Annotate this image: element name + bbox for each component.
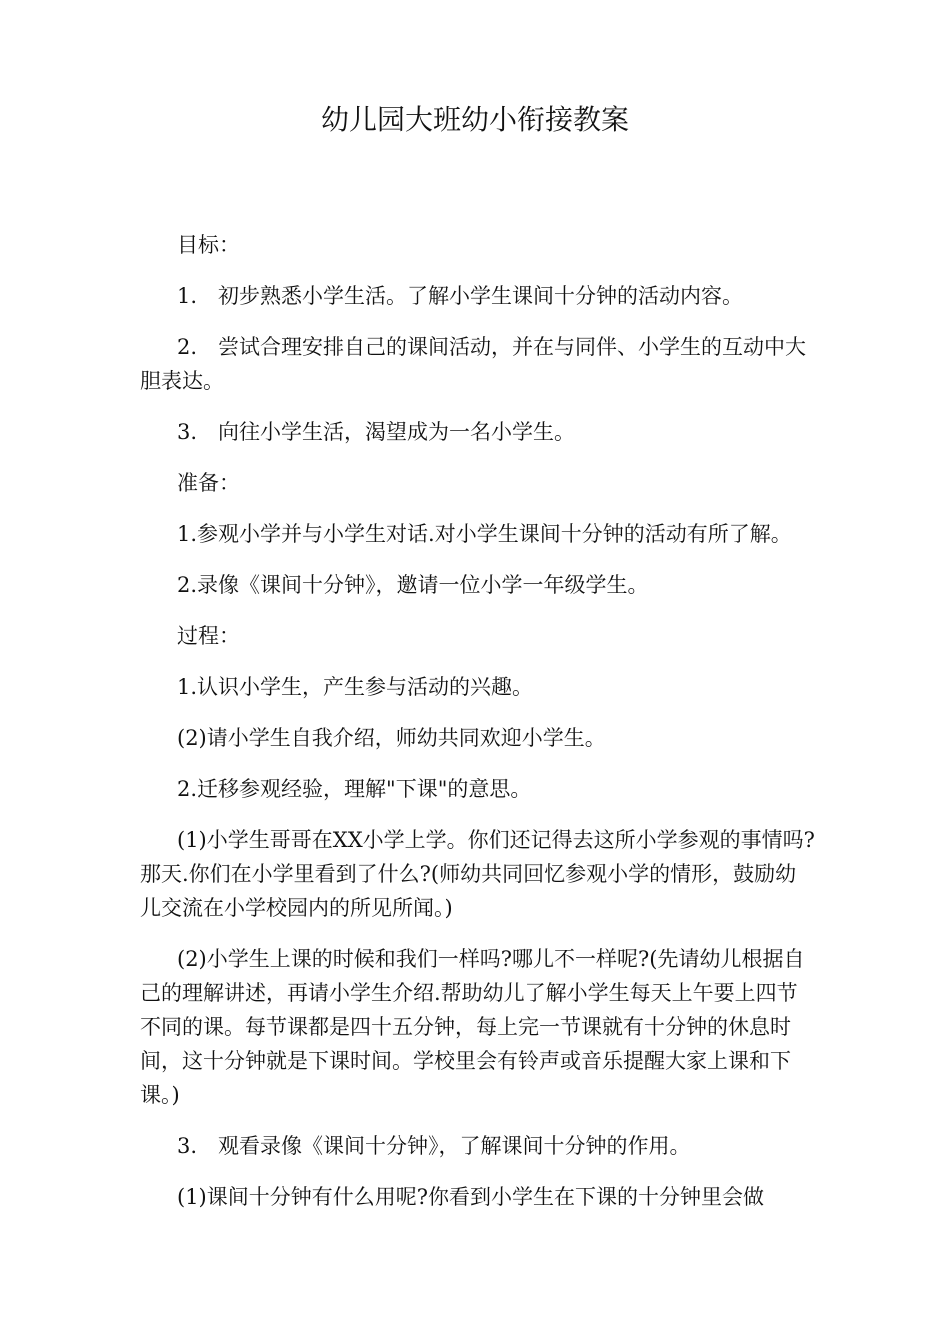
process-item: (2)请小学生自我介绍，师幼共同欢迎小学生。 [177, 726, 606, 750]
document-title: 幼儿园大班幼小衔接教案 [320, 103, 629, 136]
process-item: (1)小学生哥哥在XX小学上学。你们还记得去这所小学参观的事情吗?那天.你们在小学里看到了什么?(师幼共同回忆参观小学的情形，鼓励幼儿交流在小学校园内的所见所闻。) [140, 828, 815, 920]
section-heading-process: 过程： [177, 624, 240, 648]
goal-item: 3. 向往小学生活，渴望成为一名小学生。 [177, 420, 576, 444]
section-heading-preparation: 准备： [177, 471, 240, 495]
document-body [140, 228, 816, 1231]
goal-item: 2. 尝试合理安排自己的课间活动，并在与同伴、小学生的互动中大胆表达。 [140, 335, 807, 393]
process-item: (2)小学生上课的时候和我们一样吗?哪儿不一样呢?(先请幼儿根据自己的理解讲述，再请小学生介绍.帮助幼儿了解小学生每天上午要上四节不同的课。每节课都是四十五分钟，每上完一节课就有十分钟的休息时间，这十分钟就是下课时间。学校里会有铃声或音乐提醒大家上课和下课。) [140, 947, 805, 1107]
preparation-item: 2.录像《课间十分钟》，邀请一位小学一年级学生。 [177, 573, 649, 597]
process-item: (1)课间十分钟有什么用呢?你看到小学生在下课的十分钟里会做 [177, 1185, 765, 1209]
process-item: 1.认识小学生，产生参与活动的兴趣。 [177, 675, 534, 699]
process-item: 2.迁移参观经验，理解"下课"的意思。 [177, 777, 532, 801]
preparation-item: 1.参观小学并与小学生对话.对小学生课间十分钟的活动有所了解。 [177, 522, 792, 546]
process-item: 3. 观看录像《课间十分钟》，了解课间十分钟的作用。 [177, 1134, 691, 1158]
section-heading-goals: 目标： [177, 233, 240, 257]
goal-item: 1. 初步熟悉小学生活。了解小学生课间十分钟的活动内容。 [177, 284, 744, 308]
